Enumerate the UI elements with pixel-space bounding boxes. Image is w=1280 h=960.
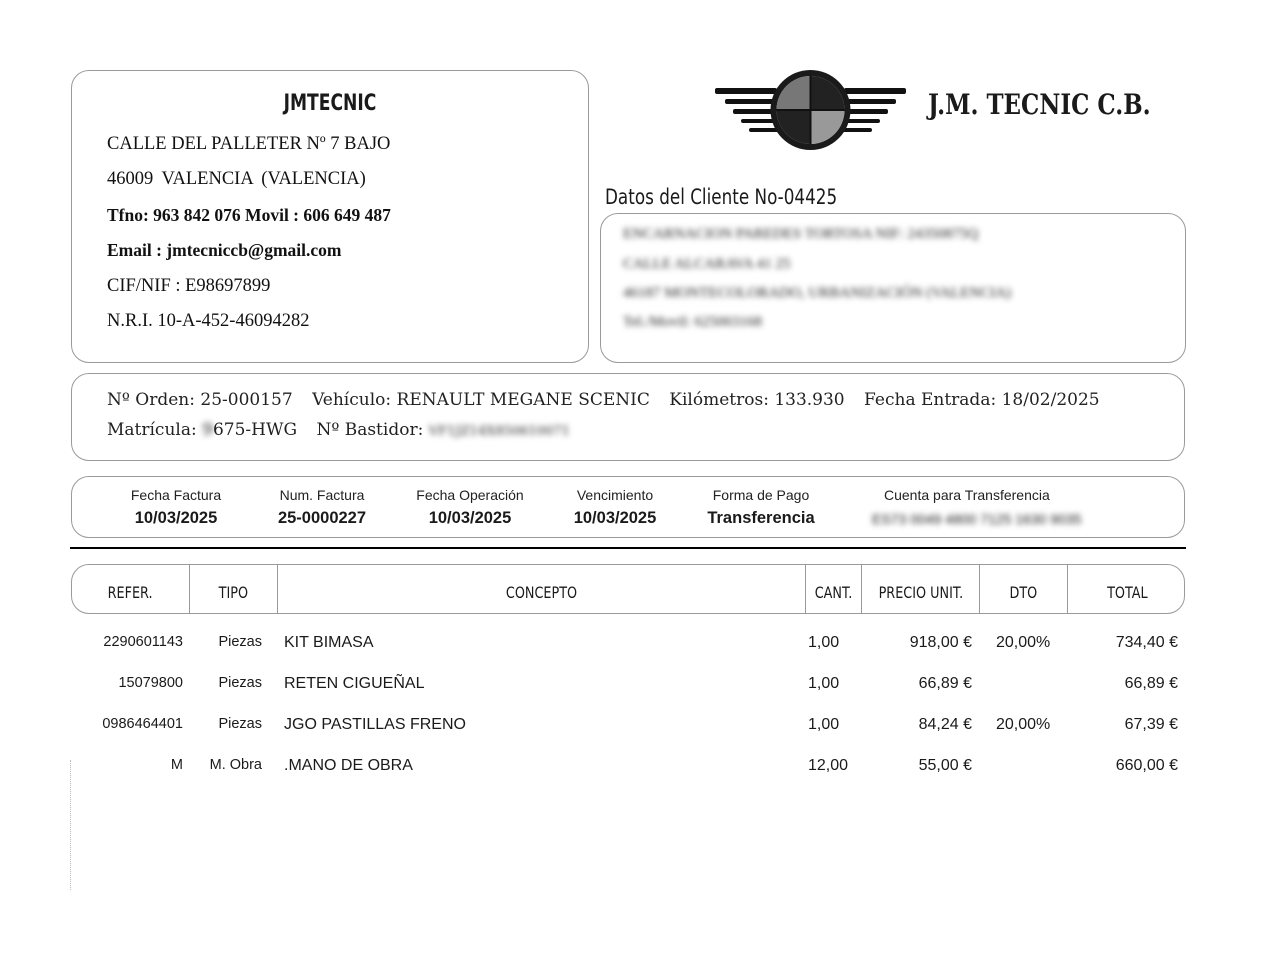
client-info-box <box>600 213 1186 363</box>
cell-cant: 12,00 <box>808 757 849 774</box>
client-name: ENCARNACION PAREDES TORTOSA NIF: 24350875Q <box>623 226 979 242</box>
cell-dto: 20,00% <box>996 634 1051 651</box>
cell-tipo: Piezas <box>218 634 262 650</box>
header-refer: REFER. <box>72 565 190 613</box>
cell-ref: 15079800 <box>118 675 183 691</box>
cell-cant: 1,00 <box>808 634 840 651</box>
km-label: Kilómetros: <box>669 390 769 410</box>
cell-tipo: Piezas <box>218 716 262 732</box>
cell-total: 66,89 € <box>1124 675 1178 692</box>
cell-tipo: M. Obra <box>209 757 262 773</box>
header-total: TOTAL <box>1106 583 1148 602</box>
client-title: Datos del Cliente No-04425 <box>605 185 838 209</box>
company-email: Email : jmtecniccb@gmail.com <box>107 240 342 260</box>
header-tipo: TIPO <box>190 565 278 613</box>
table-header <box>71 564 1185 614</box>
company-phones: Tfno: 963 842 076 Movil : 606 649 487 <box>107 205 391 225</box>
client-city: 46187 MONTECOLORADO, URBANIZACIÓN (VALENCIA) <box>623 285 1012 301</box>
cell-precio: 918,00 € <box>909 634 972 651</box>
table-row <box>0 675 1280 705</box>
cuenta-transferencia: Cuenta para Transferencia ES73 0049 4800 7125 1630 9035 <box>872 487 1082 527</box>
cell-concepto: RETEN CIGUEÑAL <box>284 675 425 692</box>
header-dto: DTO <box>980 565 1068 613</box>
cell-precio: 66,89 € <box>918 675 972 692</box>
margin-dotted-line <box>70 760 72 890</box>
vencimiento: Vencimiento 10/03/2025 <box>573 487 657 527</box>
client-address: CALLE ALCARAVA 41 25 <box>623 256 791 272</box>
bastidor-value: VF1JZ14X850610071 <box>428 424 570 439</box>
cell-ref: M <box>170 757 183 773</box>
cell-precio: 55,00 € <box>918 757 972 774</box>
client-phone: Tel./Movil: 625003168 <box>623 314 762 330</box>
num-factura: Num. Factura 25-0000227 <box>277 487 367 527</box>
company-address: CALLE DEL PALLETER Nº 7 BAJO <box>107 134 391 154</box>
entrada-label: Fecha Entrada: <box>864 390 997 410</box>
table-row <box>0 634 1280 664</box>
km-value: 133.930 <box>774 390 845 410</box>
invoice-info-box <box>71 476 1185 538</box>
cell-cant: 1,00 <box>808 716 840 733</box>
vehiculo-value: RENAULT MEGANE SCENIC <box>396 390 650 410</box>
cell-total: 67,39 € <box>1124 716 1178 733</box>
company-cif: CIF/NIF : E98697899 <box>107 276 271 296</box>
cell-ref: 0986464401 <box>102 716 183 732</box>
cell-dto: 20,00% <box>996 716 1051 733</box>
table-row <box>0 716 1280 746</box>
header-precio: PRECIO UNIT. <box>862 565 980 613</box>
cell-concepto: KIT BIMASA <box>284 634 374 651</box>
table-row <box>0 757 1280 787</box>
bastidor-label: Nº Bastidor: <box>316 420 424 440</box>
matricula-value: 675-HWG <box>212 420 298 440</box>
cell-ref: 2290601143 <box>103 634 183 650</box>
brand-name: J.M. TECNIC C.B. <box>928 88 1151 121</box>
cell-precio: 84,24 € <box>918 716 972 733</box>
cell-tipo: Piezas <box>218 675 262 691</box>
vehicle-info-box <box>71 373 1185 461</box>
forma-de-pago: Forma de Pago Transferencia <box>707 487 815 527</box>
company-info-box <box>71 70 589 363</box>
company-name: JMTECNIC <box>283 91 377 116</box>
fecha-factura: Fecha Factura 10/03/2025 <box>130 487 222 527</box>
orden-value: 25-000157 <box>200 390 293 410</box>
cell-cant: 1,00 <box>808 675 840 692</box>
cell-concepto: .MANO DE OBRA <box>284 757 413 774</box>
cell-total: 734,40 € <box>1115 634 1178 651</box>
header-concepto: CONCEPTO <box>278 565 806 613</box>
fecha-operacion: Fecha Operación 10/03/2025 <box>416 487 524 527</box>
matricula-hidden: 9 <box>202 420 213 440</box>
cell-total: 660,00 € <box>1115 757 1178 774</box>
cell-concepto: JGO PASTILLAS FRENO <box>284 716 466 733</box>
company-city: 46009 VALENCIA (VALENCIA) <box>107 169 366 189</box>
vehiculo-label: Vehículo: <box>312 390 392 410</box>
winged-wheel-logo-icon <box>713 68 908 156</box>
company-nri: N.R.I. 10-A-452-46094282 <box>107 311 310 331</box>
orden-label: Nº Orden: <box>107 390 195 410</box>
vehicle-line-1 <box>107 390 1100 410</box>
vehicle-line-2 <box>107 420 570 440</box>
matricula-label: Matrícula: <box>107 420 197 440</box>
entrada-value: 18/02/2025 <box>1001 390 1100 410</box>
separator-rule <box>70 547 1186 549</box>
header-cant: CANT. <box>806 565 862 613</box>
